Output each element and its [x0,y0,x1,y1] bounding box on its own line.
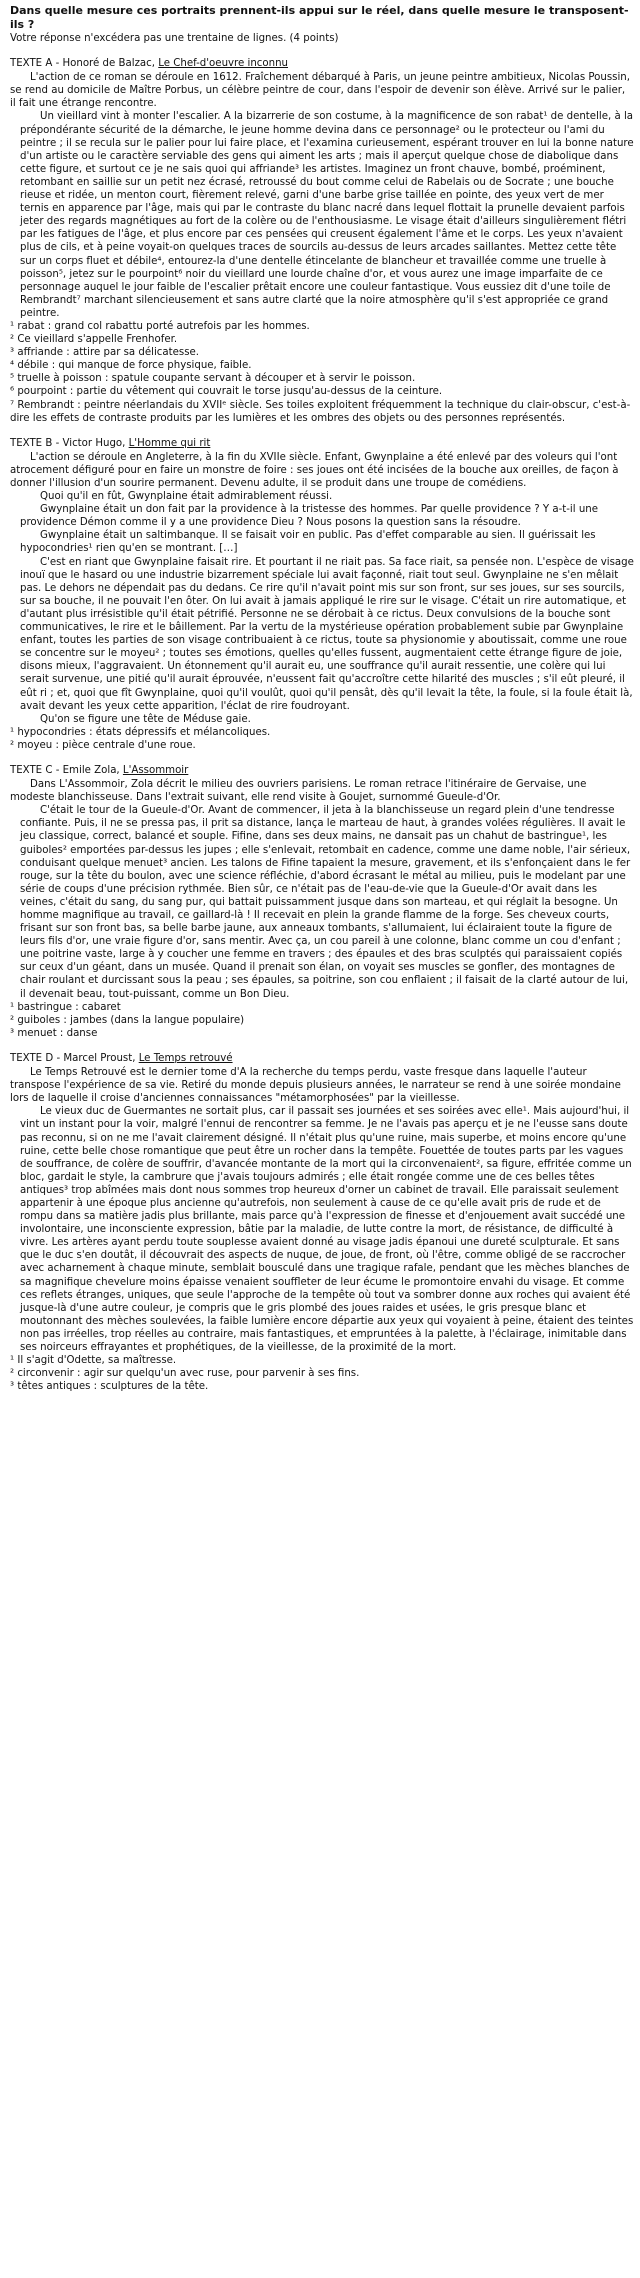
text-heading [10,437,634,450]
text-paragraph: Quoi qu'il en fût, Gwynplaine était admirablement réussi. [40,491,333,503]
text-paragraph: Gwynplaine était un don fait par la providence à la tristesse des hommes. Par quelle providence ? Y a-t-il une providence Démon comme il y a une providence Dieu ? Nous posons la question sans la résoudre. [20,504,598,529]
text-paragraph: Un vieillard vint à monter l'escalier. A la bizarrerie de son costume, à la magnificence de son rabat¹ de dentelle, à la prépondérante sécurité de la démarche, le jeune homme devina dans ce personnage² ou le protecteur ou l'ami du peintre ; il se recula sur le palier pour lui faire place, et l'examina curieusement, espérant trouver en lui la bonne nature d'un artiste ou le caractère serviable des gens qui aiment les arts ; mais il aperçut quelque chose de diabolique dans cette figure, et surtout ce je ne sais quoi qui affriande³ les artistes. Imaginez un front chauve, bombé, proéminent, retombant en saillie sur un petit nez écrasé, retroussé du bout comme celui de Rabelais ou de Socrate ; une bouche rieuse et ridée, un menton court, fièrement relevé, garni d'une barbe grise taillée en pointe, des yeux vert de mer ternis en apparence par l'âge, mais qui par le contraste du blanc nacré dans lequel flottait la prunelle devaient parfois jeter des regards magnétiques au fort de la colère ou de l'enthousiasme. Le visage était d'ailleurs singulièrement flétri par les fatigues de l'âge, et plus encore par ces pensées qui creusent également l'âme et le corps. Les yeux n'avaient plus de cils, et à peine voyait-on quelques traces de sourcils au-dessus de leurs arcades saillantes. Mettez cette tête sur un corps fluet et débile⁴, entourez-la d'une dentelle étincelante de blancheur et travaillée comme une truelle à poisson⁵, jetez sur le pourpoint⁶ noir du vieillard une lourde chaîne d'or, et vous aurez une image imparfaite de ce personnage auquel le jour faible de l'escalier prêtait encore une couleur fantastique. Vous eussiez dit d'une toile de Rembrandt⁷ marchant silencieusement et sans autre clarté que la noire atmosphère qu'il s'est appropriée ce grand peintre. [20,111,634,319]
text-paragraph: Qu'on se figure une tête de Méduse gaie. [40,713,251,725]
text-paragraph: Le vieux duc de Guermantes ne sortait plus, car il passait ses journées et ses soirées avec elle¹. Mais aujourd'hui, il vint un instant pour la voir, malgré l'ennui de rencontrer sa femme. Je ne l'avais pas aperçu et je ne l'eusse sans doute pas reconnu, si on ne me l'avait clairement désigné. Il n'était plus qu'une ruine, mais superbe, et moins encore qu'une ruine, cette belle chose romantique que peut être un rocher dans la tempête. Fouettée de toutes parts par les vagues de souffrance, de colère de souffrir, d'avancée montante de la mort qui la circonvenaient², sa figure, effritée comme un bloc, gardait le style, la cambrure que j'avais toujours admirés ; elle était rongée comme une de ces belles têtes antiques³ trop abîmées mais dont nous sommes trop heureux d'orner un cabinet de travail. Elle paraissait seulement appartenir à une époque plus ancienne qu'autrefois, non seulement à cause de ce qu'elle avait pris de rude et de rompu dans sa matière jadis plus brillante, mais parce qu'à l'expression de finesse et d'enjouement avait succédé une involontaire, une inconsciente expression, bâtie par la maladie, de lutte contre la mort, de résistance, de difficulté à vivre. Les artères ayant perdu toute souplesse avaient donné au visage jadis épanoui une dureté sculpturale. Et sans que le duc s'en doutât, il découvrait des aspects de nuque, de joue, de front, où l'être, comme obligé de se raccrocher avec acharnement à chaque minute, semblait bousculé dans une tragique rafale, pendant que les mèches blanches de sa magnifique chevelure moins épaisse venaient souffleter de leur écume le promontoire envahi du visage. Et comme ces reflets étranges, uniques, que seule l'approche de la tempête où tout va sombrer donne aux roches qui avaient été jusque-là d'une autre couleur, je compris que le gris plombé des joues raides et usées, le gris presque blanc et moutonnant des mèches soulevées, la faible lumière encore départie aux yeux qui voyaient à peine, étaient des teintes non pas irréelles, trop réelles au contraire, mais fantastiques, et empruntées à la palette, à l'éclairage, inimitable dans ses noirceurs effrayantes et prophétiques, de la vieillesse, de la proximité de la mort. [20,1106,634,1353]
text-label: TEXTE C - Emile Zola, [10,764,123,776]
footnote: ² Ce vieillard s'appelle Frenhofer. [10,334,178,346]
footnote: ⁶ pourpoint : partie du vêtement qui couvrait le torse jusqu'au-dessus de la ceinture. [10,386,443,398]
footnote: ³ têtes antiques : sculptures de la tête. [10,1381,209,1393]
footnote: ⁷ Rembrandt : peintre néerlandais du XVIIᵉ siècle. Ses toiles exploitent fréquemment la technique du clair-obscur, c'est-à-dire les effets de contraste produits par les lumières et les ombres des objets ou des personnes représentés. [10,399,631,424]
text-body [10,71,634,320]
text-paragraph: C'était le tour de la Gueule-d'Or. Avant de commencer, il jeta à la blanchisseuse un regard plein d'une tendresse confiante. Puis, il ne se pressa pas, il prit sa distance, lança le marteau de haut, à grandes volées régulières. Il avait le jeu classique, correct, balancé et souple. Fifine, dans ses deux mains, ne dansait pas un chahut de bastringue¹, les guiboles² emportées par-dessus les jupes ; elle s'enlevait, retombait en cadence, comme une dame noble, l'air sérieux, conduisant quelque menuet³ ancien. Les talons de Fifine tapaient la mesure, gravement, et ils s'enfonçaient dans le fer rouge, sur la tête du boulon, avec une science réfléchie, d'abord écrasant le métal au milieu, puis le modelant par une série de coups d'une précision rythmée. Bien sûr, ce n'était pas de l'eau-de-vie que la Gueule-d'Or avait dans les veines, c'était du sang, du sang pur, qui battait puissamment jusque dans son marteau, et qui réglait la besogne. Un homme magnifique au travail, ce gaillard-là ! Il recevait en plein la grande flamme de la forge. Ses cheveux courts, frisant sur son front bas, sa belle barbe jaune, aux anneaux tombants, s'allumaient, lui éclairaient toute la figure de leurs fils d'or, une vraie figure d'or, sans mentir. Avec ça, un cou pareil à une colonne, blanc comme un cou d'enfant ; une poitrine vaste, large à y coucher une femme en travers ; des épaules et des bras sculptés qui paraissaient copiés sur ceux d'un géant, dans un musée. Quand il prenait son élan, on voyait ses muscles se gonfler, des montagnes de chair roulant et durcissant sous la peau ; ses épaules, sa poitrine, son cou enflaient ; il faisait de la clarté autour de lui, il devenait beau, tout-puissant, comme un Bon Dieu. [20,805,631,1000]
footnote: ⁵ truelle à poisson : spatule coupante servant à découper et à servir le poisson. [10,373,416,385]
text-paragraph: L'action de ce roman se déroule en 1612. Fraîchement débarqué à Paris, un jeune peintre ambitieux, Nicolas Poussin, se rend au domicile de Maître Porbus, un célèbre peintre de cour, dans l'espoir de devenir son élève. Arrivé sur le palier, il fait une étrange rencontre. [10,72,630,110]
text-title: L'Assommoir [122,764,189,776]
text-heading [10,764,634,777]
text-paragraph: Gwynplaine était un saltimbanque. Il se faisait voir en public. Pas d'effet comparable au sien. Il guérissait les hypocondries¹ rien qu'en se montrant. […] [20,530,596,555]
text-label: TEXTE D - Marcel Proust, [10,1052,139,1064]
footnote: ² circonvenir : agir sur quelqu'un avec ruse, pour parvenir à ses fins. [10,1368,360,1380]
text-section [10,57,634,425]
footnotes [10,726,634,752]
text-paragraph: L'action se déroule en Angleterre, à la fin du XVIIe siècle. Enfant, Gwynplaine a été enlevé par des voleurs qui l'ont atrocement défiguré pour en faire un monstre de foire : ses joues ont été incisées de la bouche aux oreilles, de façon à donner l'illusion d'un sourire permanent. Devenu adulte, il se produit dans une troupe de comédiens. [10,451,619,489]
footnote: ¹ rabat : grand col rabattu porté autrefois par les hommes. [10,320,310,332]
footnotes [10,1354,634,1393]
text-paragraph: Le Temps Retrouvé est le dernier tome d'A la recherche du temps perdu, vaste fresque dans laquelle l'auteur transpose l'expérience de sa vie. Retiré du monde depuis plusieurs années, le narrateur se rend à une soirée mondaine lors de laquelle il croise d'anciennes connaissances "métamorphosées" par la vieillesse. [10,1067,621,1105]
footnote: ³ menuet : danse [10,1027,98,1039]
footnotes [10,1001,634,1040]
text-paragraph: Dans L'Assommoir, Zola décrit le milieu des ouvriers parisiens. Le roman retrace l'itinéraire de Gervaise, une modeste blanchisseuse. Dans l'extrait suivant, elle rend visite à Goujet, surnommé Gueule-d'Or. [10,779,587,804]
text-heading [10,1052,634,1065]
text-paragraph: C'est en riant que Gwynplaine faisait rire. Et pourtant il ne riait pas. Sa face riait, sa pensée non. L'espèce de visage inouï que le hasard ou une industrie bizarrement spéciale lui avait façonné, riait tout seul. Gwynplaine ne s'en mêlait pas. Le dehors ne dépendait pas du dedans. Ce rire qu'il n'avait point mis sur son front, sur ses joues, sur ses sourcils, sur sa bouche, il ne pouvait l'en ôter. On lui avait à jamais appliqué le rire sur le visage. C'était un rire automatique, et d'autant plus irrésistible qu'il était pétrifié. Personne ne se dérobait à ce rictus. Deux convulsions de la bouche sont communicatives, le rire et le bâillement. Par la vertu de la mystérieuse opération probablement subie par Gwynplaine enfant, toutes les parties de son visage contribuaient à ce rictus, toute sa physionomie y aboutissait, comme une roue se concentre sur le moyeu² ; toutes ses émotions, quelles qu'elles fussent, augmentaient cette étrange figure de joie, disons mieux, l'aggravaient. Un étonnement qu'il aurait eu, une souffrance qu'il aurait ressentie, une colère qui lui serait survenue, une pitié qu'il aurait éprouvée, n'eussent fait qu'accroître cette hilarité des muscles ; s'il eût pleuré, il eût ri ; et, quoi que fît Gwynplaine, quoi qu'il voulût, quoi qu'il pensât, dès qu'il levait la tête, la foule, si la foule était là, avait devant les yeux cette apparition, l'éclat de rire foudroyant. [20,556,634,712]
instruction: Votre réponse n'excédera pas une trentaine de lignes. (4 points) [10,33,339,44]
text-label: TEXTE A - Honoré de Balzac, [10,58,159,70]
footnotes [10,320,634,425]
footnote: ² guiboles : jambes (dans la langue populaire) [10,1014,245,1026]
footnote: ¹ hypocondries : états dépressifs et mélancoliques. [10,726,271,738]
footnote: ² moyeu : pièce centrale d'une roue. [10,739,196,751]
footnote: ¹ Il s'agit d'Odette, sa maîtresse. [10,1355,177,1367]
text-section [10,764,634,1040]
footnote: ⁴ débile : qui manque de force physique, faible. [10,360,252,372]
text-title: Le Temps retrouvé [138,1052,233,1064]
text-section [10,1052,634,1393]
text-section [10,437,634,752]
text-body [10,451,634,726]
text-title: L'Homme qui rit [128,437,211,449]
question: Dans quelle mesure ces portraits prennent-ils appui sur le réel, dans quelle mesure le transposent-ils ? [10,4,629,31]
text-heading [10,57,634,70]
text-label: TEXTE B - Victor Hugo, [10,437,129,449]
text-title: Le Chef-d'oeuvre inconnu [158,58,289,70]
text-body [10,778,634,1001]
texts-container [10,57,634,1393]
footnote: ³ affriande : attire par sa délicatesse. [10,347,200,359]
text-body [10,1066,634,1354]
footnote: ¹ bastringue : cabaret [10,1001,121,1013]
